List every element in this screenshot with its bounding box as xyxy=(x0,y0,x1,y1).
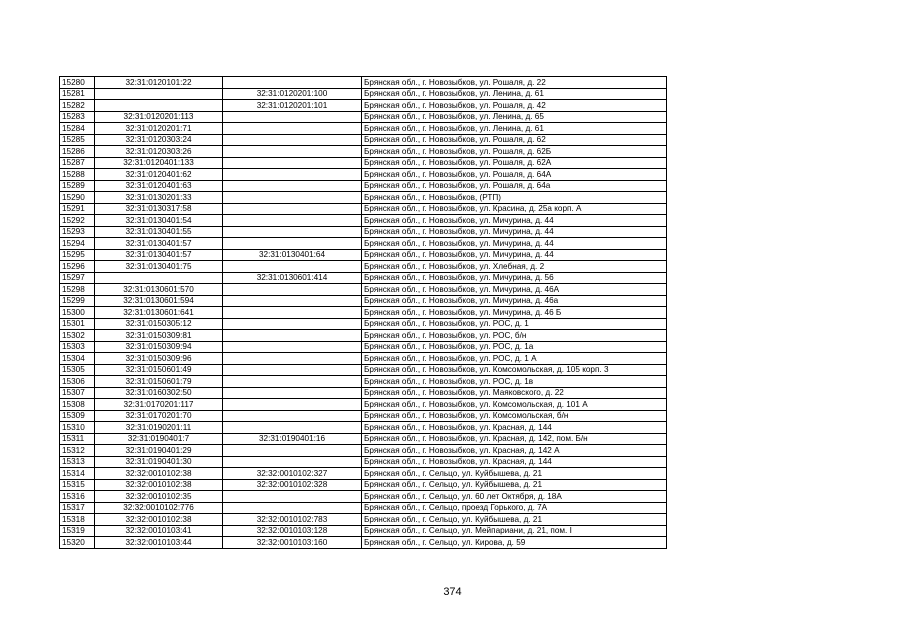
row-number-cell: 15317 xyxy=(60,502,95,514)
table-row xyxy=(60,422,667,434)
row-number-cell: 15299 xyxy=(60,295,95,307)
secondary-cadastral-number-cell xyxy=(223,134,362,146)
secondary-cadastral-number-cell: 32:32:0010102:783 xyxy=(223,514,362,526)
table-row xyxy=(60,307,667,319)
table-row xyxy=(60,502,667,514)
secondary-cadastral-number-cell xyxy=(223,456,362,468)
cadastral-number-cell: 32:31:0120303:24 xyxy=(95,134,223,146)
address-cell: Брянская обл., г. Новозыбков, ул. Ленина, д. 65 xyxy=(362,111,667,123)
cadastral-number-cell: 32:32:0010103:44 xyxy=(95,537,223,549)
cadastral-number-cell: 32:32:0010102:35 xyxy=(95,491,223,503)
row-number-cell: 15288 xyxy=(60,169,95,181)
address-cell: Брянская обл., г. Новозыбков, ул. РОС, б/н xyxy=(362,330,667,342)
secondary-cadastral-number-cell xyxy=(223,284,362,296)
address-cell: Брянская обл., г. Новозыбков, ул. Маяковского, д. 22 xyxy=(362,387,667,399)
secondary-cadastral-number-cell xyxy=(223,318,362,330)
table-row xyxy=(60,284,667,296)
address-cell: Брянская обл., г. Новозыбков, ул. Красина, д. 25а корп. А xyxy=(362,203,667,215)
row-number-cell: 15309 xyxy=(60,410,95,422)
cadastral-number-cell: 32:31:0150601:49 xyxy=(95,364,223,376)
address-cell: Брянская обл., г. Новозыбков, ул. РОС, д. 1 А xyxy=(362,353,667,365)
secondary-cadastral-number-cell xyxy=(223,180,362,192)
secondary-cadastral-number-cell xyxy=(223,238,362,250)
address-cell: Брянская обл., г. Новозыбков, ул. Рошаля, д. 42 xyxy=(362,100,667,112)
registry-table xyxy=(59,76,667,549)
secondary-cadastral-number-cell: 32:31:0120201:101 xyxy=(223,100,362,112)
table-row xyxy=(60,203,667,215)
row-number-cell: 15295 xyxy=(60,249,95,261)
row-number-cell: 15314 xyxy=(60,468,95,480)
secondary-cadastral-number-cell: 32:31:0130401:64 xyxy=(223,249,362,261)
secondary-cadastral-number-cell: 32:32:0010102:328 xyxy=(223,479,362,491)
secondary-cadastral-number-cell: 32:31:0120201:100 xyxy=(223,88,362,100)
row-number-cell: 15304 xyxy=(60,353,95,365)
secondary-cadastral-number-cell xyxy=(223,77,362,89)
cadastral-number-cell: 32:31:0130401:55 xyxy=(95,226,223,238)
cadastral-number-cell: 32:32:0010102:776 xyxy=(95,502,223,514)
cadastral-number-cell xyxy=(95,100,223,112)
table-row xyxy=(60,514,667,526)
cadastral-number-cell: 32:31:0130317:58 xyxy=(95,203,223,215)
address-cell: Брянская обл., г. Сельцо, ул. Куйбышева, д. 21 xyxy=(362,468,667,480)
row-number-cell: 15315 xyxy=(60,479,95,491)
cadastral-number-cell: 32:31:0150305:12 xyxy=(95,318,223,330)
row-number-cell: 15283 xyxy=(60,111,95,123)
secondary-cadastral-number-cell xyxy=(223,261,362,273)
cadastral-number-cell: 32:31:0120401:62 xyxy=(95,169,223,181)
secondary-cadastral-number-cell xyxy=(223,399,362,411)
address-cell: Брянская обл., г. Сельцо, ул. Мейпариани, д. 21, пом. I xyxy=(362,525,667,537)
cadastral-number-cell: 32:32:0010102:38 xyxy=(95,514,223,526)
secondary-cadastral-number-cell: 32:32:0010103:128 xyxy=(223,525,362,537)
row-number-cell: 15305 xyxy=(60,364,95,376)
address-cell: Брянская обл., г. Новозыбков, ул. Комсомольская, б/н xyxy=(362,410,667,422)
row-number-cell: 15319 xyxy=(60,525,95,537)
cadastral-number-cell xyxy=(95,88,223,100)
address-cell: Брянская обл., г. Новозыбков, ул. Красная, д. 142, пом. Б/н xyxy=(362,433,667,445)
row-number-cell: 15308 xyxy=(60,399,95,411)
cadastral-number-cell: 32:31:0190401:30 xyxy=(95,456,223,468)
table-row xyxy=(60,318,667,330)
cadastral-number-cell: 32:32:0010103:41 xyxy=(95,525,223,537)
table-row xyxy=(60,387,667,399)
table-row xyxy=(60,77,667,89)
table-row xyxy=(60,169,667,181)
cadastral-number-cell: 32:31:0130401:57 xyxy=(95,238,223,250)
row-number-cell: 15307 xyxy=(60,387,95,399)
cadastral-number-cell: 32:31:0170201:70 xyxy=(95,410,223,422)
address-cell: Брянская обл., г. Новозыбков, ул. Мичурина, д. 44 xyxy=(362,249,667,261)
secondary-cadastral-number-cell xyxy=(223,502,362,514)
row-number-cell: 15311 xyxy=(60,433,95,445)
table-row xyxy=(60,525,667,537)
row-number-cell: 15289 xyxy=(60,180,95,192)
secondary-cadastral-number-cell xyxy=(223,387,362,399)
table-row xyxy=(60,376,667,388)
row-number-cell: 15301 xyxy=(60,318,95,330)
table-row xyxy=(60,295,667,307)
row-number-cell: 15281 xyxy=(60,88,95,100)
cadastral-number-cell: 32:31:0120401:63 xyxy=(95,180,223,192)
cadastral-number-cell: 32:31:0190201:11 xyxy=(95,422,223,434)
address-cell: Брянская обл., г. Новозыбков, ул. РОС, д. 1а xyxy=(362,341,667,353)
address-cell: Брянская обл., г. Новозыбков, ул. Мичурина, д. 44 xyxy=(362,226,667,238)
secondary-cadastral-number-cell xyxy=(223,146,362,158)
cadastral-number-cell: 32:32:0010102:38 xyxy=(95,479,223,491)
address-cell: Брянская обл., г. Новозыбков, ул. Мичурина, д. 46а xyxy=(362,295,667,307)
cadastral-number-cell: 32:31:0150601:79 xyxy=(95,376,223,388)
secondary-cadastral-number-cell xyxy=(223,410,362,422)
table-row xyxy=(60,537,667,549)
table-row xyxy=(60,456,667,468)
row-number-cell: 15292 xyxy=(60,215,95,227)
table-row xyxy=(60,353,667,365)
secondary-cadastral-number-cell xyxy=(223,215,362,227)
table-row xyxy=(60,410,667,422)
table-row xyxy=(60,192,667,204)
address-cell: Брянская обл., г. Новозыбков, ул. Красная, д. 142 А xyxy=(362,445,667,457)
secondary-cadastral-number-cell xyxy=(223,123,362,135)
address-cell: Брянская обл., г. Сельцо, ул. Куйбышева, д. 21 xyxy=(362,514,667,526)
table-row xyxy=(60,249,667,261)
address-cell: Брянская обл., г. Новозыбков, ул. Комсомольская, д. 105 корп. 3 xyxy=(362,364,667,376)
address-cell: Брянская обл., г. Новозыбков, ул. Рошаля, д. 64А xyxy=(362,169,667,181)
secondary-cadastral-number-cell xyxy=(223,226,362,238)
row-number-cell: 15294 xyxy=(60,238,95,250)
table-row xyxy=(60,226,667,238)
address-cell: Брянская обл., г. Новозыбков, ул. Красная, д. 144 xyxy=(362,456,667,468)
row-number-cell: 15296 xyxy=(60,261,95,273)
table-row xyxy=(60,123,667,135)
table-row xyxy=(60,88,667,100)
row-number-cell: 15287 xyxy=(60,157,95,169)
address-cell: Брянская обл., г. Новозыбков, ул. Рошаля, д. 64а xyxy=(362,180,667,192)
table-row xyxy=(60,238,667,250)
row-number-cell: 15286 xyxy=(60,146,95,158)
secondary-cadastral-number-cell xyxy=(223,192,362,204)
cadastral-number-cell: 32:31:0160302:50 xyxy=(95,387,223,399)
address-cell: Брянская обл., г. Новозыбков, ул. Мичурина, д. 46А xyxy=(362,284,667,296)
secondary-cadastral-number-cell xyxy=(223,445,362,457)
table-row xyxy=(60,272,667,284)
address-cell: Брянская обл., г. Новозыбков, ул. РОС, д. 1 xyxy=(362,318,667,330)
page-number: 374 xyxy=(443,586,462,598)
secondary-cadastral-number-cell xyxy=(223,295,362,307)
cadastral-number-cell: 32:31:0150309:81 xyxy=(95,330,223,342)
row-number-cell: 15298 xyxy=(60,284,95,296)
table-row xyxy=(60,491,667,503)
secondary-cadastral-number-cell xyxy=(223,376,362,388)
address-cell: Брянская обл., г. Новозыбков, ул. Мичурина, д. 56 xyxy=(362,272,667,284)
secondary-cadastral-number-cell: 32:31:0130601:414 xyxy=(223,272,362,284)
cadastral-number-cell: 32:31:0130401:75 xyxy=(95,261,223,273)
row-number-cell: 15306 xyxy=(60,376,95,388)
row-number-cell: 15284 xyxy=(60,123,95,135)
cadastral-number-cell: 32:31:0130601:570 xyxy=(95,284,223,296)
address-cell: Брянская обл., г. Новозыбков, ул. Мичурина, д. 46 Б xyxy=(362,307,667,319)
table-row xyxy=(60,330,667,342)
secondary-cadastral-number-cell xyxy=(223,111,362,123)
secondary-cadastral-number-cell xyxy=(223,341,362,353)
row-number-cell: 15297 xyxy=(60,272,95,284)
address-cell: Брянская обл., г. Новозыбков, ул. Рошаля, д. 22 xyxy=(362,77,667,89)
address-cell: Брянская обл., г. Новозыбков, (РТП) xyxy=(362,192,667,204)
secondary-cadastral-number-cell xyxy=(223,157,362,169)
table-row xyxy=(60,261,667,273)
cadastral-number-cell: 32:31:0120201:71 xyxy=(95,123,223,135)
address-cell: Брянская обл., г. Сельцо, проезд Горького, д. 7А xyxy=(362,502,667,514)
address-cell: Брянская обл., г. Новозыбков, ул. Комсомольская, д. 101 А xyxy=(362,399,667,411)
cadastral-number-cell xyxy=(95,272,223,284)
address-cell: Брянская обл., г. Новозыбков, ул. РОС, д. 1в xyxy=(362,376,667,388)
cadastral-number-cell: 32:31:0130201:33 xyxy=(95,192,223,204)
secondary-cadastral-number-cell: 32:31:0190401:16 xyxy=(223,433,362,445)
secondary-cadastral-number-cell xyxy=(223,203,362,215)
row-number-cell: 15318 xyxy=(60,514,95,526)
table-row xyxy=(60,134,667,146)
table-row xyxy=(60,100,667,112)
row-number-cell: 15293 xyxy=(60,226,95,238)
address-cell: Брянская обл., г. Новозыбков, ул. Ленина, д. 61 xyxy=(362,123,667,135)
table-row xyxy=(60,341,667,353)
cadastral-number-cell: 32:31:0190401:29 xyxy=(95,445,223,457)
table-row xyxy=(60,180,667,192)
address-cell: Брянская обл., г. Новозыбков, ул. Хлебная, д. 2 xyxy=(362,261,667,273)
cadastral-number-cell: 32:31:0120303:26 xyxy=(95,146,223,158)
cadastral-number-cell: 32:31:0130401:57 xyxy=(95,249,223,261)
row-number-cell: 15316 xyxy=(60,491,95,503)
cadastral-number-cell: 32:31:0120401:133 xyxy=(95,157,223,169)
table-row xyxy=(60,111,667,123)
row-number-cell: 15310 xyxy=(60,422,95,434)
address-cell: Брянская обл., г. Новозыбков, ул. Красная, д. 144 xyxy=(362,422,667,434)
cadastral-number-cell: 32:31:0120201:113 xyxy=(95,111,223,123)
cadastral-number-cell: 32:31:0190401:7 xyxy=(95,433,223,445)
address-cell: Брянская обл., г. Новозыбков, ул. Мичурина, д. 44 xyxy=(362,215,667,227)
table-row xyxy=(60,157,667,169)
cadastral-number-cell: 32:31:0120101:22 xyxy=(95,77,223,89)
address-cell: Брянская обл., г. Новозыбков, ул. Рошаля, д. 62А xyxy=(362,157,667,169)
table-row xyxy=(60,215,667,227)
row-number-cell: 15320 xyxy=(60,537,95,549)
cadastral-number-cell: 32:31:0130401:54 xyxy=(95,215,223,227)
row-number-cell: 15280 xyxy=(60,77,95,89)
table-row xyxy=(60,479,667,491)
row-number-cell: 15303 xyxy=(60,341,95,353)
secondary-cadastral-number-cell xyxy=(223,491,362,503)
row-number-cell: 15291 xyxy=(60,203,95,215)
table-row xyxy=(60,433,667,445)
cadastral-number-cell: 32:31:0150309:94 xyxy=(95,341,223,353)
cadastral-number-cell: 32:31:0170201:117 xyxy=(95,399,223,411)
secondary-cadastral-number-cell xyxy=(223,307,362,319)
address-cell: Брянская обл., г. Новозыбков, ул. Мичурина, д. 44 xyxy=(362,238,667,250)
cadastral-number-cell: 32:31:0130601:641 xyxy=(95,307,223,319)
secondary-cadastral-number-cell xyxy=(223,353,362,365)
table-row xyxy=(60,146,667,158)
secondary-cadastral-number-cell xyxy=(223,422,362,434)
row-number-cell: 15302 xyxy=(60,330,95,342)
cadastral-number-cell: 32:31:0150309:96 xyxy=(95,353,223,365)
table-row xyxy=(60,399,667,411)
table-row xyxy=(60,364,667,376)
row-number-cell: 15312 xyxy=(60,445,95,457)
address-cell: Брянская обл., г. Новозыбков, ул. Рошаля, д. 62 xyxy=(362,134,667,146)
row-number-cell: 15300 xyxy=(60,307,95,319)
row-number-cell: 15290 xyxy=(60,192,95,204)
address-cell: Брянская обл., г. Сельцо, ул. Кирова, д. 59 xyxy=(362,537,667,549)
registry-table-body xyxy=(60,77,667,549)
cadastral-number-cell: 32:32:0010102:38 xyxy=(95,468,223,480)
secondary-cadastral-number-cell xyxy=(223,364,362,376)
row-number-cell: 15313 xyxy=(60,456,95,468)
table-row xyxy=(60,468,667,480)
row-number-cell: 15285 xyxy=(60,134,95,146)
secondary-cadastral-number-cell: 32:32:0010102:327 xyxy=(223,468,362,480)
secondary-cadastral-number-cell xyxy=(223,169,362,181)
cadastral-number-cell: 32:31:0130601:594 xyxy=(95,295,223,307)
row-number-cell: 15282 xyxy=(60,100,95,112)
address-cell: Брянская обл., г. Новозыбков, ул. Рошаля, д. 62Б xyxy=(362,146,667,158)
table-row xyxy=(60,445,667,457)
secondary-cadastral-number-cell xyxy=(223,330,362,342)
address-cell: Брянская обл., г. Сельцо, ул. Куйбышева, д. 21 xyxy=(362,479,667,491)
address-cell: Брянская обл., г. Новозыбков, ул. Ленина, д. 61 xyxy=(362,88,667,100)
secondary-cadastral-number-cell: 32:32:0010103:160 xyxy=(223,537,362,549)
address-cell: Брянская обл., г. Сельцо, ул. 60 лет Октября, д. 18А xyxy=(362,491,667,503)
